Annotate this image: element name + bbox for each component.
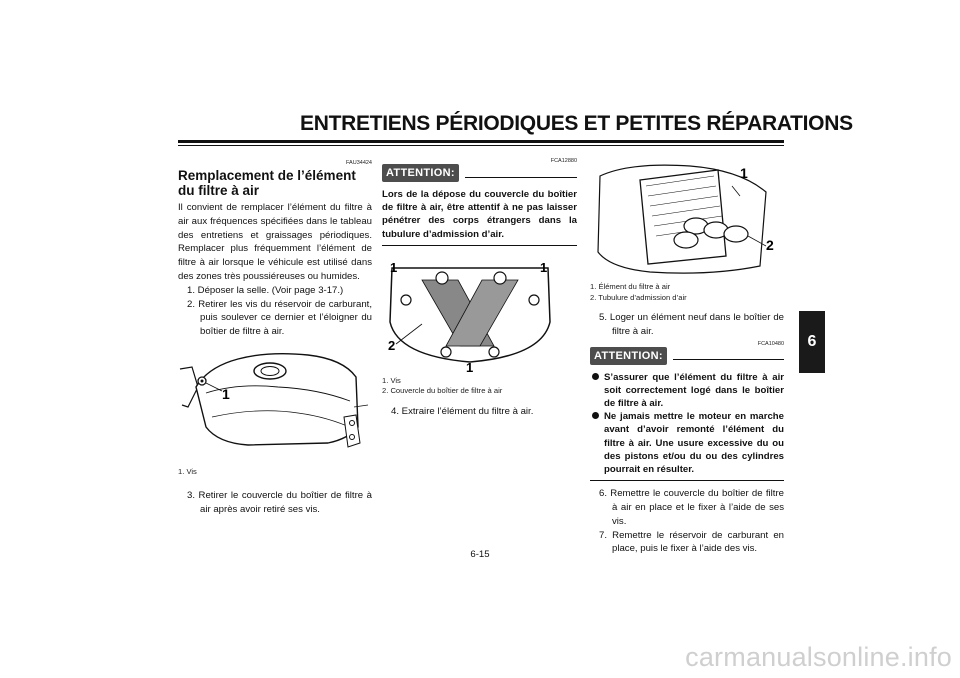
figure-label-c: 2 — [388, 337, 396, 353]
figure-label-b: 2 — [766, 237, 774, 253]
step-3: 3. Retirer le couvercle du boîtier de filtre à air après avoir retiré ses vis. — [187, 490, 372, 516]
attention-code: FCA12880 — [550, 158, 577, 164]
attention-line — [465, 177, 577, 178]
chapter-tab[interactable]: 6 — [799, 311, 825, 373]
air-filter-element-figure — [590, 156, 784, 280]
page-title: ENTRETIENS PÉRIODIQUES ET PETITES RÉPARATIONS — [300, 112, 853, 135]
bullet-text: Ne jamais mettre le moteur en marche avant d’avoir remonté l’élément du filtre à air. Une usure excessive du ou des pistons et/ou du ou des cylindres pourrait en résulter. — [604, 411, 784, 476]
bullet-dot — [592, 412, 599, 419]
attention-bullet-2 — [590, 410, 784, 476]
bullet-text: S’assurer que l’élément du filtre à air soit correctement logé dans le boîtier de filtre à air. — [604, 371, 784, 409]
attention-header — [382, 164, 577, 182]
column-3 — [590, 156, 784, 556]
step-4: 4. Extraire l’élément du filtre à air. — [391, 405, 534, 417]
step-6: 6. Remettre le couvercle du boîtier de filtre à air en place et le fixer à l’aide de ses vis. — [599, 488, 784, 527]
section-code: FAU34424 — [346, 160, 372, 166]
figure-label-b: 1 — [540, 259, 548, 275]
intro-paragraph: Il convient de remplacer l’élément du filtre à air aux fréquences spécifiées dans le tableau des entretiens et graissages périodiques. Remplacer plus fréquemment l’élément de filtre à air lorsque le véhicule est utilisé dans des zones très poussiéreuses ou humides. — [178, 202, 372, 282]
figure-caption-1: 1. Vis — [382, 375, 401, 385]
attention-text: Lors de la dépose du couvercle du boîtier de filtre à air, être attentif à ne pas laisser pénétrer des corps étrangers dans la tubulure d’admission d’air. — [382, 189, 577, 240]
figure-caption: 1. Vis — [178, 466, 197, 476]
figure-label-d: 1 — [466, 359, 474, 372]
fuel-tank-figure — [178, 347, 372, 465]
watermark: carmanualsonline.info — [685, 642, 952, 672]
figure-label-1: 1 — [222, 385, 230, 402]
section-title: Remplacement de l’élément du filtre à air — [178, 168, 356, 198]
figure-caption-2: 2. Couvercle du boîtier de filtre à air — [382, 386, 503, 396]
attention-code: FCA10480 — [757, 340, 784, 347]
page-number: 6-15 — [470, 549, 490, 560]
attention-end-rule — [590, 480, 784, 481]
column-2 — [382, 158, 577, 419]
attention-end-rule — [382, 245, 577, 246]
air-filter-cover-figure — [382, 252, 558, 372]
figure-label-a: 1 — [390, 259, 398, 275]
step-2: 2. Retirer les vis du réservoir de carburant, puis soulever ce dernier et l’éloigner du boîtier de filtre à air. — [187, 298, 372, 338]
step-5: 5. Loger un élément neuf dans le boîtier de filtre à air. — [599, 312, 784, 337]
attention-header — [590, 347, 784, 365]
step-1: 1. Déposer la selle. (Voir page 3-17.) — [187, 284, 344, 296]
column-1 — [178, 160, 372, 517]
step-7: 7. Remettre le réservoir de carburant en place, puis le fixer à l’aide des vis. — [599, 529, 784, 555]
figure-label-a: 1 — [740, 165, 748, 181]
attention-bullet-1 — [590, 371, 784, 411]
figure-caption-2: 2. Tubulure d’admission d’air — [590, 292, 687, 302]
attention-badge: ATTENTION: — [382, 164, 459, 182]
bullet-dot — [592, 373, 599, 380]
title-rule — [178, 140, 784, 146]
figure-caption-1: 1. Élément du filtre à air — [590, 282, 671, 291]
attention-badge: ATTENTION: — [590, 347, 667, 365]
attention-line — [673, 359, 784, 360]
